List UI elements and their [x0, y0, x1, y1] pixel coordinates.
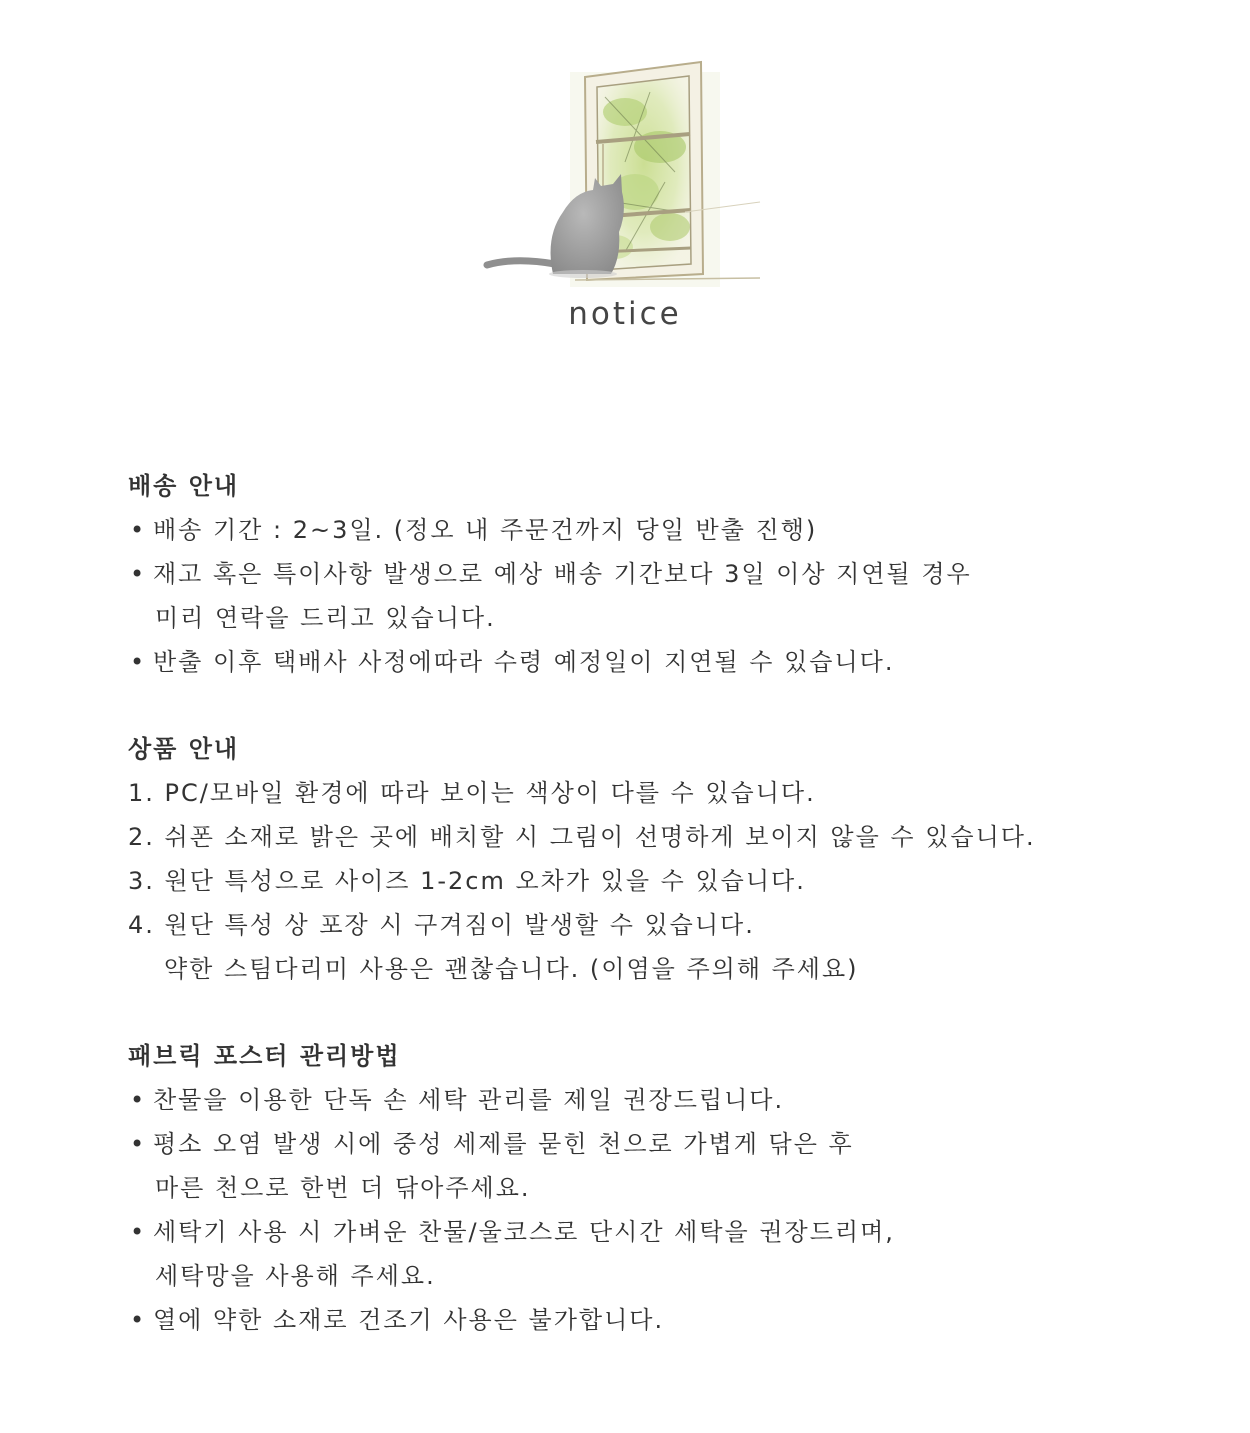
section-heading: 배송 안내 — [128, 472, 240, 500]
section-heading: 상품 안내 — [128, 735, 240, 763]
list-item — [128, 1210, 1218, 1254]
list-item-continuation: 세탁망을 사용해 주세요. — [155, 1262, 436, 1290]
page-title: notice — [568, 296, 682, 332]
numbered-item: 1. PC/모바일 환경에 따라 보이는 색상이 다를 수 있습니다. — [128, 779, 816, 807]
list-item-text: 찬물을 이용한 단독 손 세탁 관리를 제일 권장드립니다. — [153, 1086, 785, 1114]
bullet-marker: • — [130, 1086, 147, 1114]
list-item-continuation: 마른 천으로 한번 더 닦아주세요. — [155, 1174, 531, 1202]
bullet-marker: • — [130, 516, 147, 544]
list-item-text: 평소 오염 발생 시에 중성 세제를 묻힌 천으로 가볍게 닦은 후 — [153, 1130, 854, 1158]
list-item — [128, 1298, 1218, 1342]
numbered-item: 2. 쉬폰 소재로 밝은 곳에 배치할 시 그림이 선명하게 보이지 않을 수 있습니다. — [128, 823, 1036, 851]
care-instructions-section — [128, 1035, 1218, 1342]
list-item — [128, 508, 1218, 552]
bullet-marker: • — [130, 1218, 147, 1246]
list-item-text: 세탁기 사용 시 가벼운 찬물/울코스로 단시간 세탁을 권장드리며, — [153, 1218, 895, 1246]
notice-content — [128, 465, 1218, 1342]
list-item — [128, 640, 1218, 684]
numbered-item: 4. 원단 특성 상 포장 시 구겨짐이 발생할 수 있습니다. — [128, 911, 755, 939]
bullet-marker: • — [130, 648, 147, 676]
list-item-text: 열에 약한 소재로 건조기 사용은 불가합니다. — [153, 1306, 665, 1334]
section-heading: 패브릭 포스터 관리방법 — [128, 1042, 401, 1070]
list-item — [128, 1078, 1218, 1122]
list-item-text: 배송 기간 : 2~3일. (정오 내 주문건까지 당일 반출 진행) — [153, 516, 818, 544]
cat-by-window-illustration — [475, 52, 775, 292]
numbered-item-continuation: 약한 스팀다리미 사용은 괜찮습니다. (이염을 주의해 주세요) — [164, 955, 859, 983]
shipping-info-section — [128, 465, 1218, 684]
list-item — [128, 1122, 1218, 1166]
numbered-item: 3. 원단 특성으로 사이즈 1-2cm 오차가 있을 수 있습니다. — [128, 867, 806, 895]
product-info-section — [128, 728, 1218, 991]
bullet-marker: • — [130, 560, 147, 588]
bullet-marker: • — [130, 1130, 147, 1158]
list-item-continuation: 미리 연락을 드리고 있습니다. — [155, 604, 496, 632]
list-item-text: 재고 혹은 특이사항 발생으로 예상 배송 기간보다 3일 이상 지연될 경우 — [153, 560, 972, 588]
list-item — [128, 552, 1218, 596]
list-item-text: 반출 이후 택배사 사정에따라 수령 예정일이 지연될 수 있습니다. — [153, 648, 895, 676]
bullet-marker: • — [130, 1306, 147, 1334]
